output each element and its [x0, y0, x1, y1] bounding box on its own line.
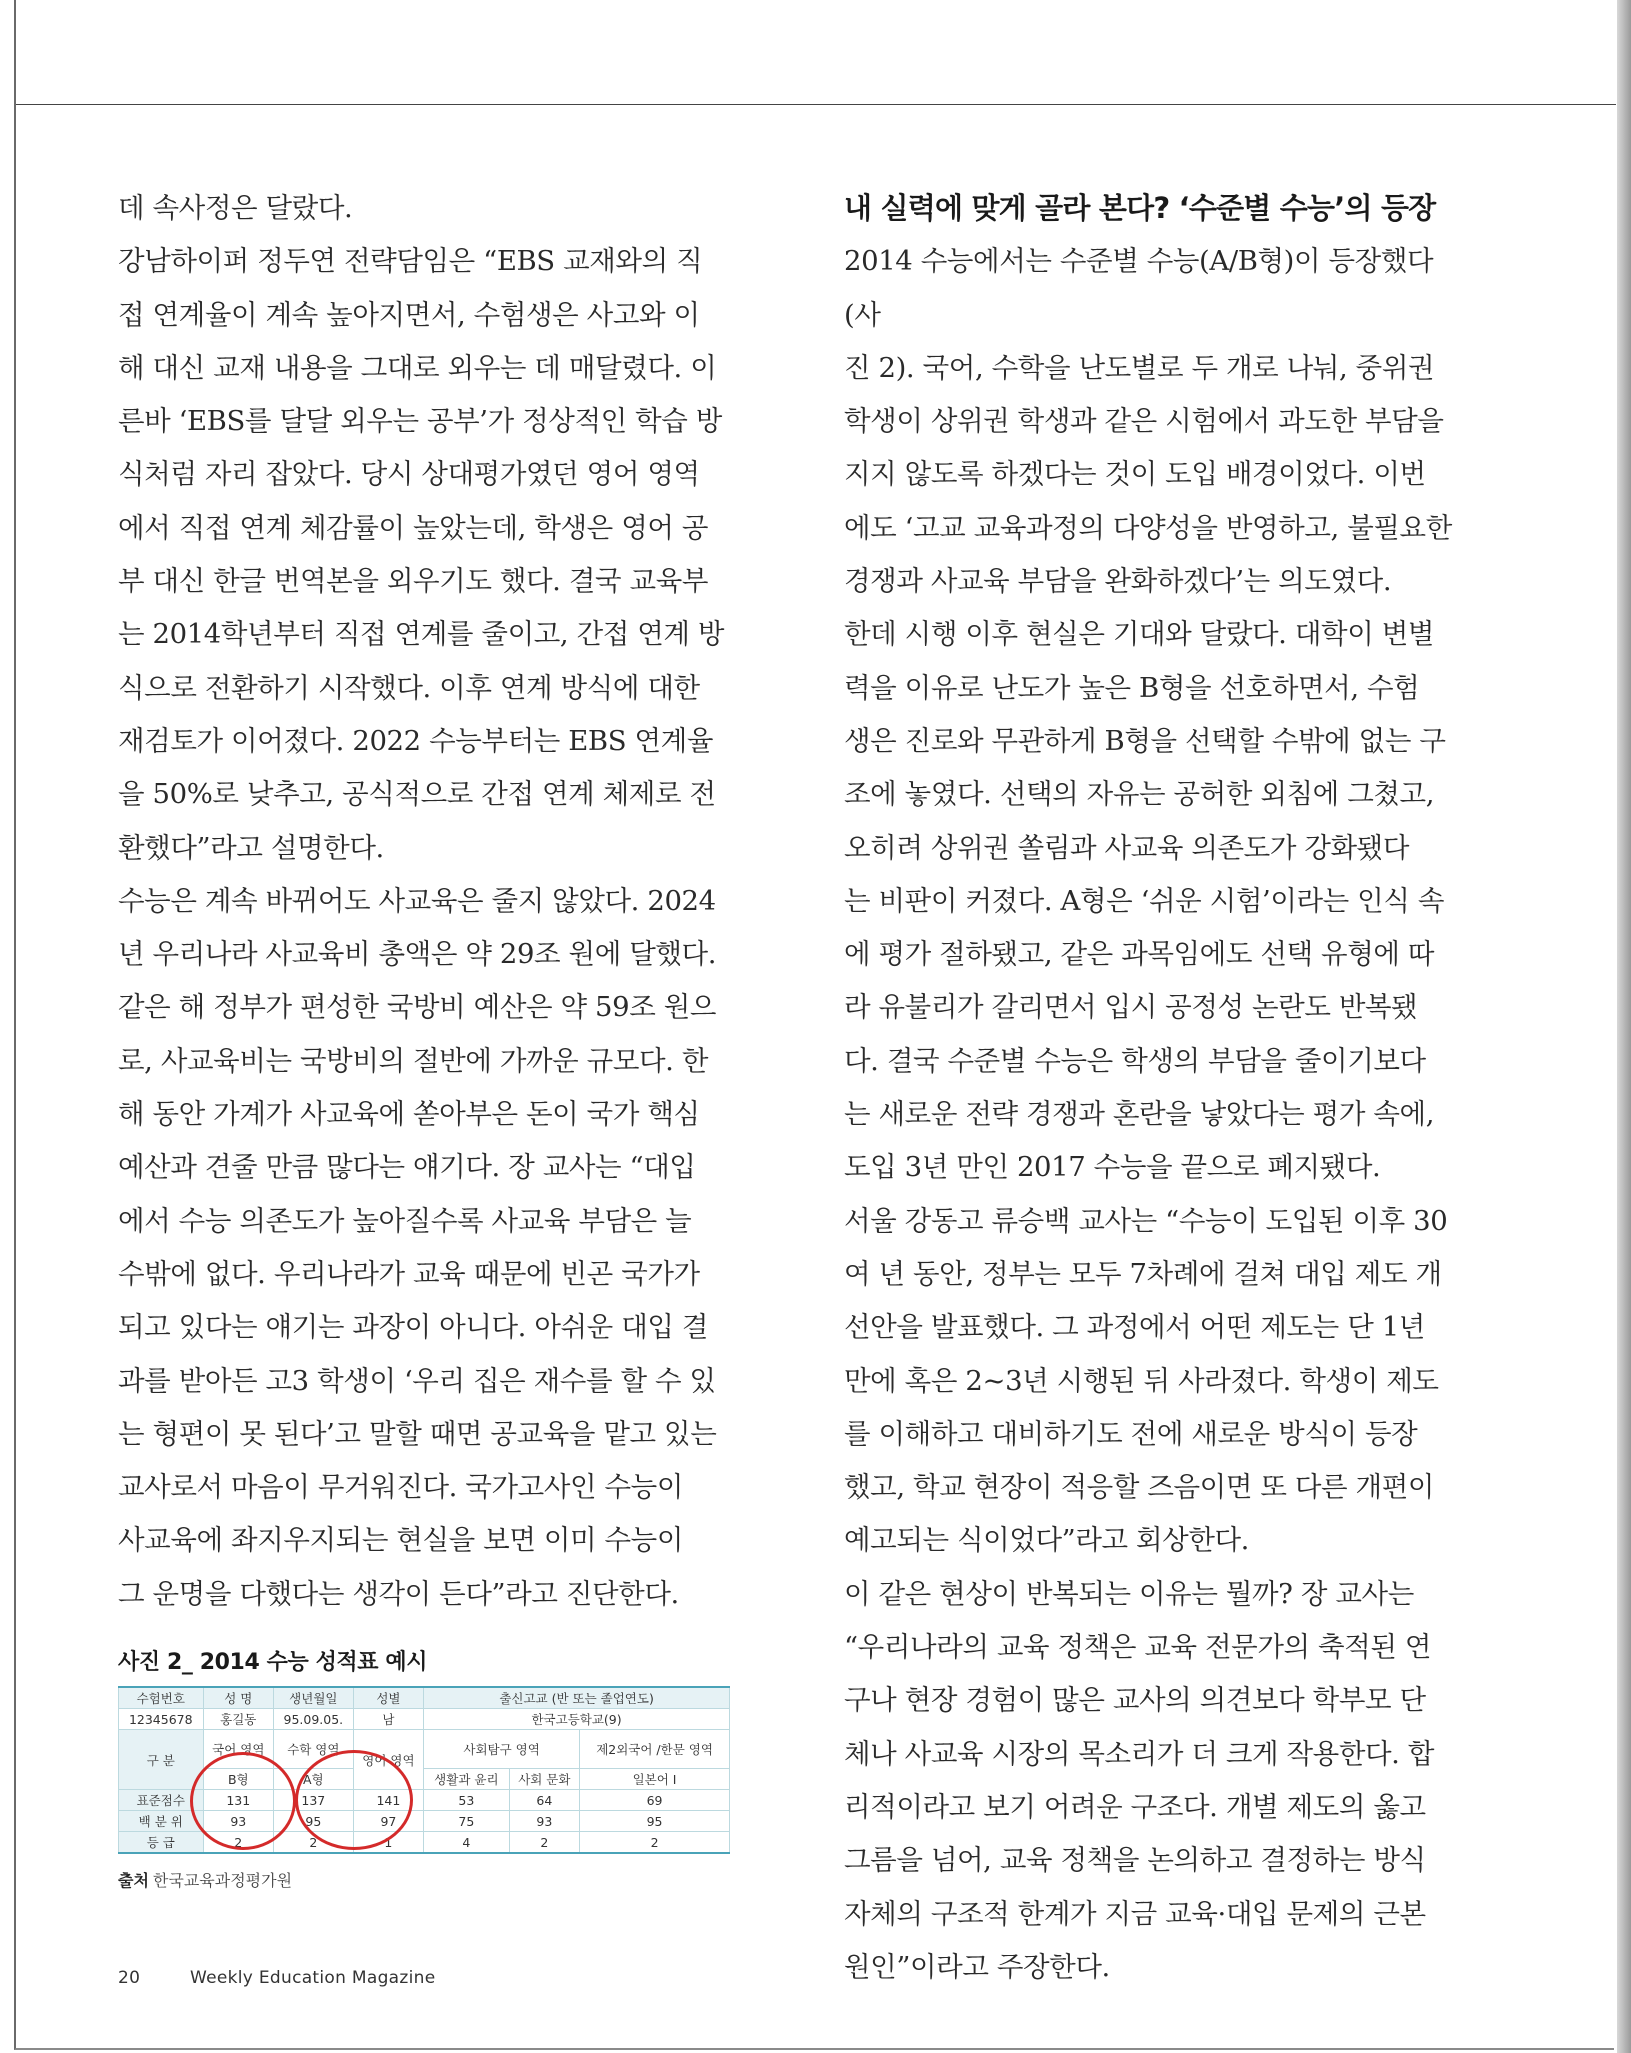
- table-cell: 53: [424, 1790, 509, 1811]
- body-line: 학생이 상위권 학생과 같은 시험에서 과도한 부담을: [844, 405, 1444, 438]
- body-line: 해 대신 교재 내용을 그대로 외우는 데 매달렸다. 이: [118, 351, 717, 384]
- body-line: 데 속사정은 달랐다.: [118, 192, 353, 224]
- magazine-name: Weekly Education Magazine: [190, 1968, 436, 1988]
- body-line: 지지 않도록 하겠다는 것이 도입 배경이었다. 이번: [844, 458, 1426, 491]
- score-report-image: [118, 1686, 730, 1854]
- right-column: [844, 182, 1464, 1994]
- table-cell: 백 분 위: [119, 1811, 204, 1832]
- table-cell: 표준점수: [119, 1790, 204, 1811]
- table-cell: 구 분: [119, 1730, 204, 1790]
- table-cell: 1: [353, 1832, 424, 1854]
- body-line: 한데 시행 이후 현실은 기대와 달랐다. 대학이 변별: [844, 618, 1435, 651]
- figure-caption: 사진 2_ 2014 수능 성적표 예시: [118, 1650, 428, 1675]
- body-line: 라 유불리가 갈리면서 입시 공정성 논란도 반복됐: [844, 991, 1418, 1024]
- page-number: 20: [118, 1968, 141, 1988]
- table-cell: 93: [203, 1811, 274, 1832]
- page-edge-shadow: [1617, 0, 1631, 2053]
- table-cell: 2: [509, 1832, 580, 1854]
- body-line: 식처럼 자리 잡았다. 당시 상대평가였던 영어 영역: [118, 458, 700, 491]
- body-line: 그 운명을 다했다는 생각이 든다”라고 진단한다.: [118, 1577, 679, 1610]
- body-line: 에도 ‘고교 교육과정의 다양성을 반영하고, 불필요한: [844, 511, 1452, 544]
- table-cell: 131: [203, 1790, 274, 1811]
- body-line: 환했다”라고 설명한다.: [118, 831, 384, 864]
- table-cell: 69: [580, 1790, 730, 1811]
- table-cell: 97: [353, 1811, 424, 1832]
- body-line: 부 대신 한글 번역본을 외우기도 했다. 결국 교육부: [118, 565, 709, 598]
- figure-source: [118, 1868, 730, 1891]
- table-row: [119, 1790, 730, 1811]
- body-line: 접 연계율이 계속 높아지면서, 수험생은 사고와 이: [118, 298, 700, 331]
- body-line: 를 이해하고 대비하기도 전에 새로운 방식이 등장: [844, 1417, 1418, 1450]
- body-line: 체나 사교육 시장의 목소리가 더 크게 작용한다. 합: [844, 1737, 1435, 1770]
- table-cell: 95: [580, 1811, 730, 1832]
- body-line: 같은 해 정부가 편성한 국방비 예산은 약 59조 원으: [118, 991, 717, 1024]
- table-cell: 생활과 윤리: [424, 1769, 509, 1790]
- body-line: 른바 ‘EBS를 달달 외우는 공부’가 정상적인 학습 방: [118, 405, 722, 438]
- table-row: [119, 1832, 730, 1854]
- body-line: 다. 결국 수준별 수능은 학생의 부담을 줄이기보다: [844, 1044, 1426, 1077]
- table-cell: 한국고등학교(9): [424, 1709, 730, 1730]
- body-line: 자체의 구조적 한계가 지금 교육·대입 문제의 근본: [844, 1897, 1426, 1930]
- body-line: 선안을 발표했다. 그 과정에서 어떤 제도는 단 1년: [844, 1311, 1425, 1344]
- table-cell: 성별: [353, 1687, 424, 1709]
- body-line: 예고되는 식이었다”라고 회상한다.: [844, 1524, 1249, 1557]
- table-row: [119, 1709, 730, 1730]
- body-line: 년 우리나라 사교육비 총액은 약 29조 원에 달했다.: [118, 938, 717, 971]
- table-cell: 수험번호: [119, 1687, 204, 1709]
- table-cell: 137: [274, 1790, 354, 1811]
- body-line: 는 2014학년부터 직접 연계를 줄이고, 간접 연계 방: [118, 618, 725, 651]
- body-line: 재검토가 이어졌다. 2022 수능부터는 EBS 연계율: [118, 724, 713, 757]
- body-line: 해 동안 가계가 사교육에 쏟아부은 돈이 국가 핵심: [118, 1098, 700, 1131]
- body-line: 력을 이유로 난도가 높은 B형을 선호하면서, 수험: [844, 671, 1420, 704]
- table-cell: 일본어 Ⅰ: [580, 1769, 730, 1790]
- source-value: 한국교육과정평가원: [152, 1871, 293, 1890]
- body-line: 과를 받아든 고3 학생이 ‘우리 집은 재수를 할 수 있: [118, 1364, 716, 1397]
- body-line: 서울 강동고 류승백 교사는 “수능이 도입된 이후 30: [844, 1204, 1448, 1237]
- body-line: 만에 혹은 2~3년 시행된 뒤 사라졌다. 학생이 제도: [844, 1364, 1439, 1397]
- table-cell: 141: [353, 1790, 424, 1811]
- table-cell: 등 급: [119, 1832, 204, 1854]
- body-line: 되고 있다는 얘기는 과장이 아니다. 아쉬운 대입 결: [118, 1311, 709, 1344]
- body-line: 경쟁과 사교육 부담을 완화하겠다’는 의도였다.: [844, 565, 1392, 598]
- header-rule: [16, 104, 1616, 105]
- table-cell: 4: [424, 1832, 509, 1854]
- table-cell: 64: [509, 1790, 580, 1811]
- body-line: 그름을 넘어, 교육 정책을 논의하고 결정하는 방식: [844, 1844, 1426, 1877]
- body-line: 을 50%로 낮추고, 공식적으로 간접 연계 체제로 전: [118, 778, 716, 811]
- score-report-table: [118, 1686, 730, 1854]
- body-line: 여 년 동안, 정부는 모두 7차례에 걸쳐 대입 제도 개: [844, 1257, 1442, 1290]
- body-line: 했고, 학교 현장이 적응할 즈음이면 또 다른 개편이: [844, 1471, 1435, 1504]
- table-cell: 2: [580, 1832, 730, 1854]
- table-row: [119, 1811, 730, 1832]
- table-cell: 홍길동: [203, 1709, 274, 1730]
- body-line: 구나 현장 경험이 많은 교사의 의견보다 학부모 단: [844, 1684, 1426, 1717]
- table-cell: 국어 영역: [203, 1730, 274, 1769]
- body-line: “우리나라의 교육 정책은 교육 전문가의 축적된 연: [844, 1631, 1432, 1664]
- section-heading: 내 실력에 맞게 골라 본다? ‘수준별 수능’의 등장: [844, 191, 1436, 225]
- body-line: 는 비판이 커졌다. A형은 ‘쉬운 시험’이라는 인식 속: [844, 884, 1445, 917]
- body-line: 로, 사교육비는 국방비의 절반에 가까운 규모다. 한: [118, 1044, 709, 1077]
- table-cell: 사회 문화: [509, 1769, 580, 1790]
- left-column: [118, 182, 738, 1621]
- body-line: 이 같은 현상이 반복되는 이유는 뭘까? 장 교사는: [844, 1577, 1414, 1610]
- page-footer: [118, 1968, 435, 1988]
- table-cell: A형: [274, 1769, 354, 1790]
- body-line: 수밖에 없다. 우리나라가 교육 때문에 빈곤 국가가: [118, 1257, 700, 1290]
- table-cell: 95.09.05.: [274, 1709, 354, 1730]
- table-row: [119, 1769, 730, 1790]
- body-line: 수능은 계속 바뀌어도 사교육은 줄지 않았다. 2024: [118, 884, 716, 917]
- body-line: 강남하이퍼 정두연 전략담임은 “EBS 교재와의 직: [118, 245, 703, 278]
- table-cell: 출신고교 (반 또는 졸업연도): [424, 1687, 730, 1709]
- table-cell: 영어 영역: [353, 1730, 424, 1790]
- table-cell: 2: [203, 1832, 274, 1854]
- body-line: 교사로서 마음이 무거워진다. 국가고사인 수능이: [118, 1471, 684, 1504]
- body-line: 도입 3년 만인 2017 수능을 끝으로 폐지됐다.: [844, 1151, 1381, 1184]
- body-line: 에서 수능 의존도가 높아질수록 사교육 부담은 늘: [118, 1204, 692, 1237]
- table-cell: 95: [274, 1811, 354, 1832]
- figure: [118, 1645, 730, 1891]
- table-row: [119, 1730, 730, 1769]
- body-line: 오히려 상위권 쏠림과 사교육 의존도가 강화됐다: [844, 831, 1410, 864]
- table-cell: B형: [203, 1769, 274, 1790]
- table-cell: 수학 영역: [274, 1730, 354, 1769]
- body-line: 는 형편이 못 된다’고 말할 때면 공교육을 맡고 있는: [118, 1417, 717, 1450]
- body-line: 2014 수능에서는 수준별 수능(A/B형)이 등장했다(사: [844, 245, 1434, 331]
- body-line: 원인”이라고 주장한다.: [844, 1950, 1110, 1983]
- table-cell: 93: [509, 1811, 580, 1832]
- body-line: 식으로 전환하기 시작했다. 이후 연계 방식에 대한: [118, 671, 700, 704]
- body-line: 진 2). 국어, 수학을 난도별로 두 개로 나눠, 중위권: [844, 351, 1435, 384]
- body-line: 생은 진로와 무관하게 B형을 선택할 수밖에 없는 구: [844, 724, 1446, 757]
- body-line: 조에 놓였다. 선택의 자유는 공허한 외침에 그쳤고,: [844, 778, 1435, 811]
- table-cell: 12345678: [119, 1709, 204, 1730]
- table-cell: 성 명: [203, 1687, 274, 1709]
- body-line: 는 새로운 전략 경쟁과 혼란을 낳았다는 평가 속에,: [844, 1098, 1435, 1131]
- table-cell: 2: [274, 1832, 354, 1854]
- body-line: 사교육에 좌지우지되는 현실을 보면 이미 수능이: [118, 1524, 684, 1557]
- table-row: [119, 1687, 730, 1709]
- table-cell: 제2외국어 /한문 영역: [580, 1730, 730, 1769]
- body-line: 예산과 견줄 만큼 많다는 얘기다. 장 교사는 “대입: [118, 1151, 696, 1184]
- table-cell: 사회탐구 영역: [424, 1730, 580, 1769]
- table-cell: 생년월일: [274, 1687, 354, 1709]
- table-cell: 75: [424, 1811, 509, 1832]
- body-line: 에서 직접 연계 체감률이 높았는데, 학생은 영어 공: [118, 511, 709, 544]
- body-line: 에 평가 절하됐고, 같은 과목임에도 선택 유형에 따: [844, 938, 1435, 971]
- body-line: 리적이라고 보기 어려운 구조다. 개별 제도의 옳고: [844, 1790, 1426, 1823]
- table-cell: 남: [353, 1709, 424, 1730]
- source-label: 출처: [118, 1871, 149, 1890]
